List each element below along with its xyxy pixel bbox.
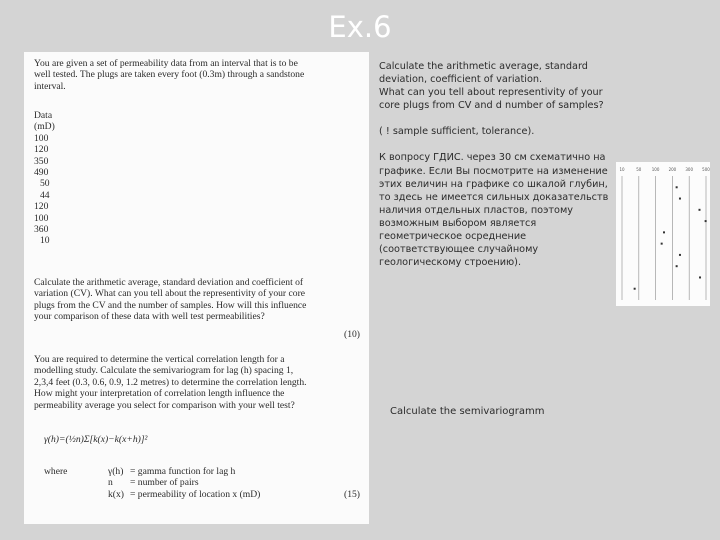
data-point — [676, 265, 678, 267]
english-line: deviation, coefficient of variation. — [379, 74, 543, 86]
russian-line: наличия отдельных пластов, поэтому — [379, 204, 574, 216]
intro-line: You are given a set of permeability data from an interval that is to be — [34, 58, 298, 69]
plot-svg — [616, 162, 710, 306]
question-1-line: your comparison of these data with well test permeabilities? — [34, 311, 265, 323]
exercise-notes — [379, 60, 611, 269]
x-tick-label: 100 — [651, 167, 660, 172]
data-point — [679, 198, 681, 200]
question-2-paragraph — [34, 354, 360, 411]
permeability-data-column — [34, 110, 94, 247]
question-2-line: modelling study. Calculate the semivariogram for lag (h) spacing 1, — [34, 365, 294, 377]
slide-title: Ex.6 — [328, 10, 392, 44]
data-point — [699, 276, 701, 278]
data-value: 100 — [34, 132, 49, 144]
x-tick-label: 500 — [702, 167, 710, 172]
sample-note: ( ! sample sufficient, tolerance). — [379, 126, 535, 138]
data-unit: (mD) — [34, 121, 55, 133]
definition-term: γ(h) — [108, 466, 124, 477]
question-1-line: Calculate the arithmetic average, standard deviation and coefficient of — [34, 277, 304, 288]
russian-line: возможным выбором является — [379, 217, 537, 229]
semivariogram-formula: γ(h)=(½n)Σ[k(x)−k(x+h)]² — [44, 434, 148, 445]
data-point — [698, 209, 700, 211]
definition-term: k(x) — [108, 488, 124, 500]
intro-line: interval. — [34, 80, 66, 92]
definition-desc: = number of pairs — [130, 477, 199, 489]
x-tick-label: 300 — [685, 167, 694, 172]
formula-definitions — [44, 466, 360, 500]
question-2-line: How might your interpretation of correlation length influence the — [34, 388, 285, 400]
data-point — [676, 186, 678, 188]
russian-line: (соответствующее случайному — [379, 244, 539, 256]
english-line: What can you tell about representivity of your — [379, 87, 603, 99]
scanned-exercise-page — [24, 52, 369, 524]
data-point — [634, 288, 636, 290]
data-value: 350 — [34, 155, 49, 167]
question-1-paragraph — [34, 277, 360, 323]
english-line: core plugs from CV and d number of samples? — [379, 100, 604, 112]
data-point — [663, 231, 665, 233]
where-label: where — [44, 466, 68, 477]
data-value: 120 — [34, 201, 49, 213]
x-tick-label: 200 — [668, 167, 677, 172]
data-point — [705, 220, 707, 222]
data-point — [661, 243, 663, 245]
data-value: 360 — [34, 223, 49, 235]
question-1-line: plugs from the CV and the number of samples. How will this influence — [34, 299, 307, 311]
question-2-line: You are required to determine the vertical correlation length for a — [34, 354, 285, 365]
question-1-marks: (10) — [344, 329, 360, 340]
data-value: 120 — [34, 144, 49, 156]
semivariogram-caption: Calculate the semivariogramm — [390, 406, 545, 417]
definition-term: n — [108, 477, 113, 489]
intro-line: well tested. The plugs are taken every foot (0.3m) through a sandstone — [34, 69, 305, 81]
permeability-depth-plot — [616, 162, 710, 306]
definition-desc: = gamma function for lag h — [130, 466, 236, 477]
question-2-line: 2,3,4 feet (0.3, 0.6, 0.9, 1.2 metres) to determine the correlation length. — [34, 376, 307, 388]
intro-paragraph — [34, 58, 360, 92]
data-value: 100 — [34, 212, 49, 224]
russian-line: графике. Если Вы посмотрите на изменение — [379, 165, 608, 177]
data-value: 490 — [34, 166, 49, 178]
russian-line: геологическому строению). — [379, 257, 522, 269]
data-value: 44 — [40, 189, 50, 201]
russian-line: К вопросу ГДИС. через 30 см схематично на — [379, 152, 606, 164]
russian-line: геометрическое осреднение — [379, 231, 527, 243]
russian-line: то здесь не имеется сильных доказательств — [379, 191, 609, 203]
question-1-line: variation (CV). What can you tell about the representivity of your core — [34, 288, 306, 300]
russian-line: этих величин на графике со шкалой глубин, — [379, 178, 608, 190]
question-2-marks: (15) — [344, 488, 360, 500]
data-header: Data — [34, 110, 53, 121]
english-line: Calculate the arithmetic average, standard — [379, 61, 588, 72]
data-value: 50 — [40, 178, 50, 190]
definition-desc: = permeability of location x (mD) — [130, 488, 261, 500]
data-value: 10 — [40, 235, 50, 247]
data-point — [679, 254, 681, 256]
x-tick-label: 10 — [619, 167, 625, 172]
question-2-line: permeability average you select for comparison with your well test? — [34, 399, 295, 411]
x-tick-label: 50 — [636, 167, 642, 172]
